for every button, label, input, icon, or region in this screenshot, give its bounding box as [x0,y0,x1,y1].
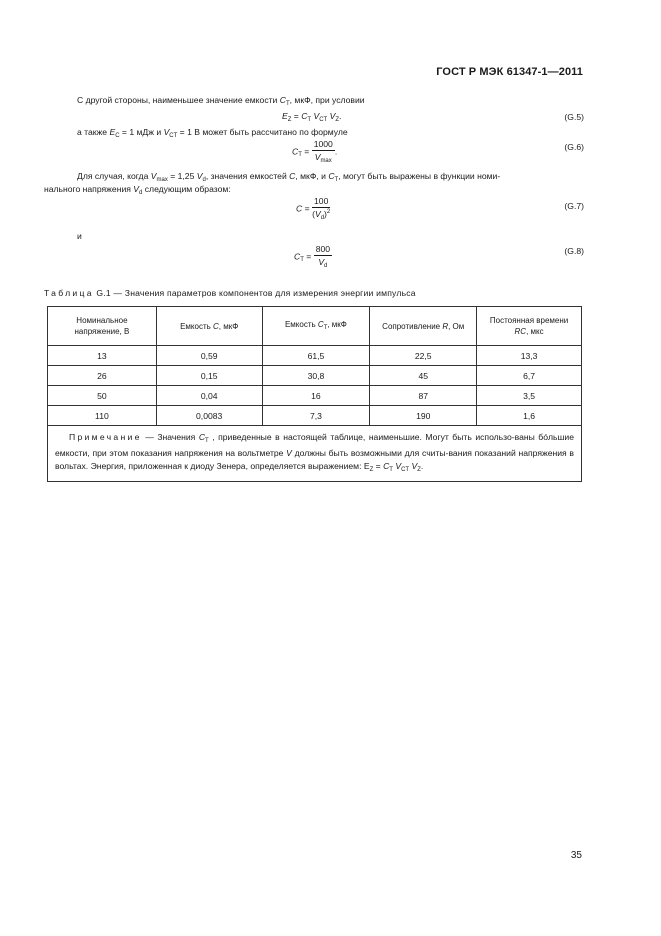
equation-number-g6: (G.6) [564,142,584,152]
document-header: ГОСТ Р МЭК 61347-1—2011 [436,66,583,78]
equation-number-g5: (G.5) [564,112,584,122]
table-row [48,386,582,406]
table-cell: 50 [48,386,157,406]
header-capacitance-c: Емкость C, мкФ [156,307,262,346]
header-time-constant: Постоянная времени RC, мкс [477,307,582,346]
equation-number-g7: (G.7) [564,201,584,211]
table-cell: 26 [48,366,157,386]
table-cell: 1,6 [477,406,582,426]
table-row [48,346,582,366]
header-resistance: Сопротивление R, Ом [370,307,477,346]
equation-g6: $C_T$ = $\frac{1000}{V_{max}}$ . [292,139,338,164]
paragraph-case-vmax-line2: нального напряжения $V_d$ следующим образом: [44,184,231,196]
table-note: Примечание — Значения $C_T$ , приведенные в настоящей таблице, наименьшие. Могут быть использо-ваны бóльшие емкости, при этом показания напряжения на вольтметре V должны быть возможными для считы-вания показаний напряжения в вольтах. Энергия, приложенная к диоду Зенера, определяется выражением: $E_Z = C_T$ $V_{CT}$ $V_Z$. [48,426,582,482]
equation-g7: C = $\frac{100}{(V_d)^2}$ [296,196,331,221]
table-cell: 3,5 [477,386,582,406]
table-cell: 13,3 [477,346,582,366]
table-cell: 7,3 [262,406,370,426]
header-nominal-voltage: Номинальное напряжение, В [48,307,157,346]
table-cell: 0,04 [156,386,262,406]
table-cell: 6,7 [477,366,582,386]
table-cell: 110 [48,406,157,426]
table-cell: 30,8 [262,366,370,386]
header-capacitance-ct: Емкость $C_T$, мкФ [262,307,370,346]
components-table [47,306,582,482]
table-header-row [48,307,582,346]
table-cell: 13 [48,346,157,366]
table-cell: 190 [370,406,477,426]
table-caption: Таблица G.1 — Значения параметров компонентов для измерения энергии импульса [44,288,416,298]
paragraph-min-capacitance: С другой стороны, наименьшее значение емкости $C_T$, мкФ, при условии [77,95,365,107]
table-cell: 45 [370,366,477,386]
paragraph-case-vmax: Для случая, когда $V_{max} = 1,25$ $V_d$, значения емкостей C, мкФ, и $C_T$, могут быть выражены в функции номи- [77,171,501,183]
table-cell: 22,5 [370,346,477,366]
table-cell: 0,15 [156,366,262,386]
table-cell: 0,59 [156,346,262,366]
table-row [48,406,582,426]
equation-g5: $E_Z = C_T$ $V_{CT}$ $V_Z$. [282,111,342,123]
paragraph-conditions: а также $E_C = 1$ мДж и $V_{CT} = 1$ В может быть рассчитано по формуле [77,127,348,139]
conjunction-and: и [77,231,82,241]
equation-number-g8: (G.8) [564,246,584,256]
table-cell: 87 [370,386,477,406]
equation-g8: $C_T$ = $\frac{800}{V_d}$ [294,244,331,269]
table-cell: 61,5 [262,346,370,366]
table-cell: 16 [262,386,370,406]
page-number: 35 [570,850,582,861]
table-note-row [48,426,582,482]
table-cell: 0,0083 [156,406,262,426]
table-row [48,366,582,386]
